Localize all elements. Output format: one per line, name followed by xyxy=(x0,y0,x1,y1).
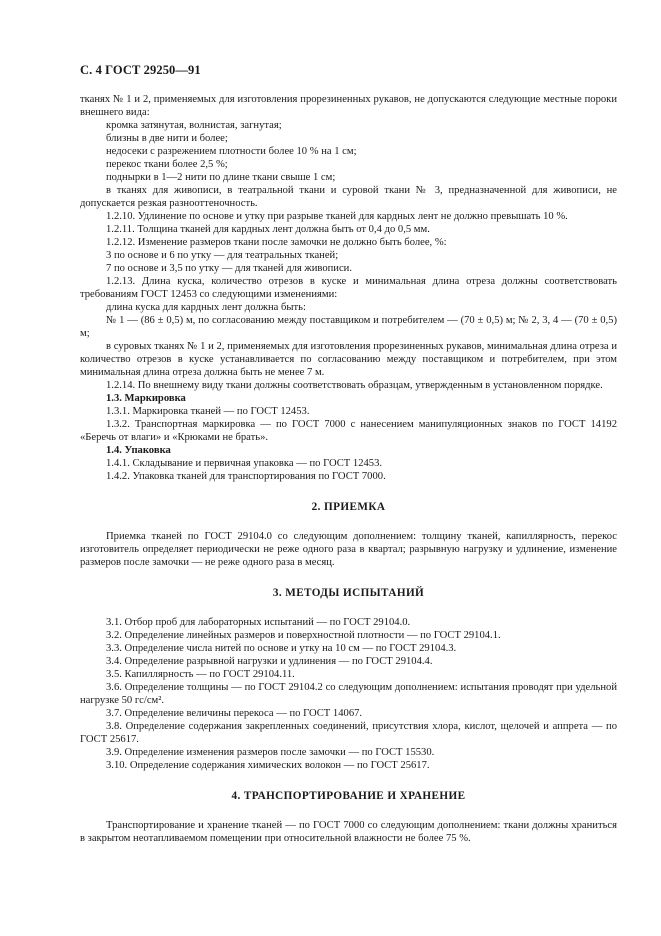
section-3-body xyxy=(80,616,617,772)
paragraph: 3 по основе и 6 по утку — для театральных тканей; xyxy=(106,250,339,261)
paragraph: длина куска для кардных лент должна быть: xyxy=(106,302,306,313)
subsection-heading: 1.3. Маркировка xyxy=(106,393,186,404)
page-header: С. 4 ГОСТ 29250—91 xyxy=(80,63,201,77)
subsection-heading: 1.4. Упаковка xyxy=(106,445,171,456)
paragraph: 1.2.10. Удлинение по основе и утку при разрыве тканей для кардных лент не должно превышать 10 %. xyxy=(106,211,568,222)
paragraph: 3.7. Определение величины перекоса — по ГОСТ 14067. xyxy=(106,708,363,719)
paragraph: 3.4. Определение разрывной нагрузки и удлинения — по ГОСТ 29104.4. xyxy=(106,656,433,667)
paragraph: № 1 — (86 ± 0,5) м, по согласованию между поставщиком и потребителем — (70 ± 0,5) м; № 2, 3, 4 — (70 ± 0,5) м; xyxy=(80,315,617,339)
paragraph: 3.10. Определение содержания химических волокон — по ГОСТ 25617. xyxy=(106,760,430,771)
document-body xyxy=(80,93,617,845)
paragraph: кромка затянутая, волнистая, загнутая; xyxy=(106,120,282,131)
paragraph: близны в две нити и более; xyxy=(106,133,228,144)
section-1-continuation xyxy=(80,93,617,483)
section-3-title: 3. МЕТОДЫ ИСПЫТАНИЙ xyxy=(272,587,425,599)
paragraph: 3.5. Капиллярность — по ГОСТ 29104.11. xyxy=(106,669,295,680)
paragraph: Приемка тканей по ГОСТ 29104.0 со следующим дополнением: толщину тканей, капиллярность, перекос изготовитель определяет периодически не реже одного раза в квартал; разрывную нагрузку и удлинение, изменение размеров после замочки — не реже одного раза в месяц. xyxy=(80,531,617,568)
paragraph: 1.2.14. По внешнему виду ткани должны соответствовать образцам, утвержденным в установленном порядке. xyxy=(106,380,603,391)
paragraph: недосеки с разрежением плотности более 10 % на 1 см; xyxy=(106,146,357,157)
section-4-body xyxy=(80,819,617,845)
paragraph: 3.2. Определение линейных размеров и поверхностной плотности — по ГОСТ 29104.1. xyxy=(106,630,501,641)
paragraph: 1.4.1. Складывание и первичная упаковка — по ГОСТ 12453. xyxy=(106,458,383,469)
paragraph: 7 по основе и 3,5 по утку — для тканей для живописи. xyxy=(106,263,352,274)
paragraph: 3.8. Определение содержания закрепленных соединений, присутствия хлора, кислот, щелочей и аппрета — по ГОСТ 25617. xyxy=(80,721,617,745)
paragraph: 3.6. Определение толщины — по ГОСТ 29104.2 со следующим дополнением: испытания проводят при удельной нагрузке 50 гс/см². xyxy=(80,682,617,706)
paragraph: в суровых тканях № 1 и 2, применяемых для изготовления прорезиненных рукавов, минимальная длина отреза и количество отрезов в куске устанавливается по согласованию между поставщиком и потребителем, при этом минимальная длина отреза должна быть не менее 7 м. xyxy=(80,341,617,378)
paragraph: 3.9. Определение изменения размеров после замочки — по ГОСТ 15530. xyxy=(106,747,435,758)
paragraph: 1.4.2. Упаковка тканей для транспортирования по ГОСТ 7000. xyxy=(106,471,386,482)
paragraph: Транспортирование и хранение тканей — по ГОСТ 7000 со следующим дополнением: ткани должны храниться в закрытом неотапливаемом помещении при относительной влажности не более 75 %. xyxy=(80,820,617,844)
paragraph: 1.2.11. Толщина тканей для кардных лент должна быть от 0,4 до 0,5 мм. xyxy=(106,224,430,235)
paragraph: 1.2.12. Изменение размеров ткани после замочки не должно быть более, %: xyxy=(106,237,447,248)
section-2-body xyxy=(80,530,617,569)
section-4-title: 4. ТРАНСПОРТИРОВАНИЕ И ХРАНЕНИЕ xyxy=(231,790,466,802)
paragraph: 3.1. Отбор проб для лабораторных испытаний — по ГОСТ 29104.0. xyxy=(106,617,411,628)
paragraph: перекос ткани более 2,5 %; xyxy=(106,159,228,170)
paragraph: тканях № 1 и 2, применяемых для изготовления прорезиненных рукавов, не допускаются следующие местные пороки внешнего вида: xyxy=(80,94,617,118)
paragraph: 1.3.2. Транспортная маркировка — по ГОСТ 7000 с нанесением манипуляционных знаков по ГОСТ 14192 «Беречь от влаги» и «Крюками не брать». xyxy=(80,419,617,443)
paragraph: в тканях для живописи, в театральной ткани и суровой ткани № 3, предназначенной для живописи, не допускается резкая разнооттеночность. xyxy=(80,185,617,209)
paragraph: поднырки в 1—2 нити по длине ткани свыше 1 см; xyxy=(106,172,336,183)
section-2-title: 2. ПРИЕМКА xyxy=(311,501,386,513)
paragraph: 3.3. Определение числа нитей по основе и утку на 10 см — по ГОСТ 29104.3. xyxy=(106,643,457,654)
paragraph: 1.3.1. Маркировка тканей — по ГОСТ 12453. xyxy=(106,406,310,417)
paragraph: 1.2.13. Длина куска, количество отрезов в куске и минимальная длина отреза должны соответствовать требованиям ГОСТ 12453 со следующими изменениями: xyxy=(80,276,617,300)
